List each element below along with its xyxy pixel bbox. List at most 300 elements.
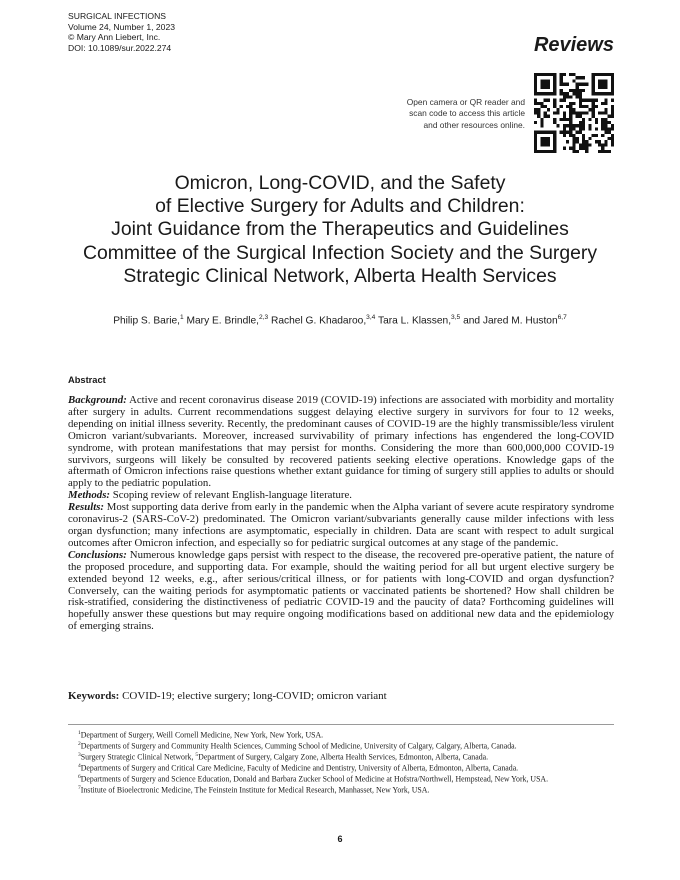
qr-module xyxy=(579,124,582,127)
qr-module xyxy=(572,92,575,95)
qr-module xyxy=(611,83,614,86)
qr-module xyxy=(534,89,537,92)
section-label: Reviews xyxy=(533,34,614,56)
qr-module xyxy=(553,105,556,108)
author-name: Tara L. Klassen, xyxy=(377,315,452,327)
qr-module xyxy=(569,111,572,114)
qr-module xyxy=(611,79,614,82)
qr-module xyxy=(611,127,614,130)
qr-module xyxy=(604,73,607,76)
journal-name: SURGICAL INFECTIONS xyxy=(68,11,167,21)
qr-module xyxy=(547,143,550,146)
affiliation-text: Departments of Surgery and Science Education, Donald and Barbara Zucker School of Medicine at Hofstra/Northwell, Hempstead, New York, USA. xyxy=(80,774,549,784)
qr-module xyxy=(563,147,566,150)
qr-module xyxy=(582,143,585,146)
qr-module xyxy=(604,124,607,127)
qr-module xyxy=(534,83,537,86)
qr-module xyxy=(534,147,537,150)
qr-module xyxy=(556,124,559,127)
qr-module xyxy=(598,92,601,95)
qr-module xyxy=(544,115,547,118)
qr-module xyxy=(560,79,563,82)
qr-module xyxy=(547,79,550,82)
qr-module xyxy=(601,79,604,82)
qr-module xyxy=(592,105,595,108)
section-label: Methods: xyxy=(68,489,110,502)
qr-module xyxy=(550,150,553,153)
qr-module xyxy=(537,111,540,114)
qr-module xyxy=(563,92,566,95)
abstract-body xyxy=(68,395,614,633)
qr-module xyxy=(534,76,537,79)
qr-module xyxy=(534,108,537,111)
qr-module xyxy=(608,131,611,134)
qr-module xyxy=(563,83,566,86)
qr-module xyxy=(540,121,543,124)
affiliation-item xyxy=(68,762,614,773)
qr-module xyxy=(592,99,595,102)
qr-module xyxy=(556,108,559,111)
qr-module xyxy=(537,92,540,95)
qr-module xyxy=(579,95,582,98)
qr-module xyxy=(611,86,614,89)
qr-module xyxy=(604,92,607,95)
qr-module xyxy=(579,127,582,130)
author-affiliation-marker: 3,5 xyxy=(451,314,461,321)
qr-module xyxy=(582,147,585,150)
abstract-conclusions xyxy=(68,550,614,633)
qr-module xyxy=(540,102,543,105)
qr-module xyxy=(604,111,607,114)
qr-module xyxy=(592,86,595,89)
qr-module xyxy=(588,118,591,121)
qr-module xyxy=(604,86,607,89)
qr-module xyxy=(534,121,537,124)
qr-module xyxy=(582,124,585,127)
qr-module xyxy=(553,99,556,102)
affiliation-number: 6 xyxy=(78,773,81,780)
author-name: Philip S. Barie, xyxy=(113,315,181,327)
qr-module xyxy=(544,143,547,146)
qr-note-line: Open camera or QR reader and xyxy=(406,97,525,107)
qr-module xyxy=(556,111,559,114)
qr-module xyxy=(601,143,604,146)
qr-module xyxy=(604,118,607,121)
qr-module xyxy=(579,92,582,95)
qr-module xyxy=(611,76,614,79)
section-text: Most supporting data derive from early in the pandemic when the Alpha variant of severe acute respiratory syndrome coronavirus-2 (SARS-CoV-2) predominated. The Omicron variant/subvariants generally cause milder infections with less organ dysfunction; many infections are asymptomatic, especially in children. Data are scant with respect to adult surgical outcomes after Omicron infection, and especially so for pediatric surgical outcomes at any stage of the pandemic. xyxy=(68,501,614,549)
qr-module xyxy=(579,131,582,134)
qr-module xyxy=(582,137,585,140)
section-text: Scoping review of relevant English-language literature. xyxy=(112,489,352,502)
qr-module xyxy=(585,105,588,108)
qr-module xyxy=(588,108,591,111)
qr-module xyxy=(601,102,604,105)
qr-code-icon[interactable] xyxy=(534,73,614,153)
qr-module xyxy=(544,137,547,140)
qr-module xyxy=(553,140,556,143)
qr-module xyxy=(547,137,550,140)
qr-module xyxy=(534,134,537,137)
affiliations xyxy=(68,729,614,794)
qr-module xyxy=(572,140,575,143)
qr-module xyxy=(579,99,582,102)
qr-module xyxy=(592,115,595,118)
affiliation-number: 5 xyxy=(195,751,199,758)
qr-module xyxy=(569,102,572,105)
qr-module xyxy=(553,73,556,76)
qr-module xyxy=(576,95,579,98)
qr-module xyxy=(553,143,556,146)
qr-module xyxy=(592,76,595,79)
qr-module xyxy=(544,99,547,102)
qr-module xyxy=(553,89,556,92)
qr-module xyxy=(534,150,537,153)
qr-module xyxy=(553,79,556,82)
author-affiliation-marker: 1 xyxy=(180,314,184,321)
qr-module xyxy=(579,111,582,114)
qr-module xyxy=(595,73,598,76)
qr-module xyxy=(540,140,543,143)
qr-module xyxy=(601,73,604,76)
page-number: 6 xyxy=(337,834,343,844)
qr-note-line: and other resources online. xyxy=(423,119,525,130)
qr-module xyxy=(588,99,591,102)
qr-module xyxy=(547,131,550,134)
qr-module xyxy=(595,105,598,108)
qr-module xyxy=(611,89,614,92)
qr-module xyxy=(572,102,575,105)
qr-module xyxy=(560,89,563,92)
affiliation-item xyxy=(68,740,614,751)
qr-module xyxy=(572,127,575,130)
qr-module xyxy=(566,95,569,98)
qr-module xyxy=(579,102,582,105)
qr-module xyxy=(544,105,547,108)
qr-module xyxy=(563,99,566,102)
qr-module xyxy=(560,105,563,108)
qr-module xyxy=(585,143,588,146)
qr-module xyxy=(563,95,566,98)
qr-module xyxy=(566,118,569,121)
affiliation-number: 4 xyxy=(78,762,81,769)
qr-module xyxy=(547,140,550,143)
qr-module xyxy=(592,111,595,114)
qr-module xyxy=(608,73,611,76)
qr-module xyxy=(534,111,537,114)
qr-module xyxy=(585,111,588,114)
qr-module xyxy=(537,131,540,134)
qr-module xyxy=(604,127,607,130)
qr-module xyxy=(601,150,604,153)
qr-module xyxy=(547,86,550,89)
qr-module xyxy=(592,79,595,82)
affiliation-text: Department of Surgery, Calgary Zone, Alberta Health Services, Edmonton, Alberta, Canada. xyxy=(198,752,489,762)
qr-module xyxy=(540,79,543,82)
section-text: Numerous knowledge gaps persist with respect to the disease, the recovered pre-operative patient, the nature of the proposed procedure, and supporting data. For example, should the waiting period for all but urgent elective surgery be extended beyond 12 weeks, e.g., after serious/critical illness, or for patients with long-COVID and organ dysfunction? Conversely, can the waiting periods for asymptomatic patients or vaccinated patients be shortened? How shall children be risk-stratified, considering the distinctiveness of pediatric COVID-19 and the paucity of data? Forthcoming guidelines will hopefully answer these questions but may require ongoing modifications based on additional new data and the epidemiology of emerging strains. xyxy=(68,548,615,633)
qr-module xyxy=(550,131,553,134)
qr-module xyxy=(540,118,543,121)
qr-module xyxy=(582,118,585,121)
qr-module xyxy=(569,124,572,127)
qr-module xyxy=(572,89,575,92)
qr-module xyxy=(579,115,582,118)
qr-module xyxy=(547,150,550,153)
qr-module xyxy=(595,92,598,95)
qr-module xyxy=(611,105,614,108)
qr-module xyxy=(582,105,585,108)
title-line: Omicron, Long-COVID, and the Safety xyxy=(174,172,506,194)
qr-module xyxy=(537,108,540,111)
qr-module xyxy=(582,99,585,102)
qr-module xyxy=(576,140,579,143)
qr-module xyxy=(566,83,569,86)
qr-module xyxy=(598,111,601,114)
qr-module xyxy=(547,115,550,118)
qr-note-line: scan code to access this article xyxy=(409,108,525,119)
qr-module xyxy=(544,131,547,134)
qr-module xyxy=(540,92,543,95)
qr-module xyxy=(569,105,572,108)
qr-module xyxy=(579,143,582,146)
qr-module xyxy=(611,115,614,118)
qr-module xyxy=(553,137,556,140)
footnote-divider xyxy=(68,724,614,725)
qr-module xyxy=(598,140,601,143)
qr-module xyxy=(598,83,601,86)
qr-module xyxy=(611,108,614,111)
qr-module xyxy=(566,124,569,127)
qr-module xyxy=(576,76,579,79)
author-affiliation-marker: 3,4 xyxy=(366,314,376,321)
affiliation-item xyxy=(68,773,614,784)
affiliation-number: 7 xyxy=(78,784,81,791)
qr-module xyxy=(547,99,550,102)
qr-module xyxy=(547,73,550,76)
section-label: Conclusions: xyxy=(68,548,127,561)
qr-module xyxy=(540,124,543,127)
qr-module xyxy=(566,140,569,143)
keywords-text: COVID-19; elective surgery; long-COVID; omicron variant xyxy=(122,690,387,702)
qr-module xyxy=(592,92,595,95)
qr-module xyxy=(582,89,585,92)
qr-module xyxy=(563,115,566,118)
qr-module xyxy=(569,134,572,137)
affiliation-text: Department of Surgery, Weill Cornell Medicine, New York, New York, USA. xyxy=(80,730,324,740)
qr-module xyxy=(611,99,614,102)
qr-module xyxy=(553,131,556,134)
qr-module xyxy=(611,73,614,76)
qr-module xyxy=(572,143,575,146)
qr-module xyxy=(601,86,604,89)
qr-module xyxy=(560,73,563,76)
qr-module xyxy=(585,140,588,143)
qr-module xyxy=(604,99,607,102)
qr-module xyxy=(595,127,598,130)
qr-module xyxy=(576,92,579,95)
qr-module xyxy=(540,73,543,76)
qr-module xyxy=(553,147,556,150)
article-title xyxy=(40,172,640,288)
qr-module xyxy=(540,86,543,89)
qr-module xyxy=(544,111,547,114)
qr-module xyxy=(579,121,582,124)
qr-module xyxy=(608,137,611,140)
qr-module xyxy=(585,150,588,153)
qr-module xyxy=(601,124,604,127)
qr-module xyxy=(537,102,540,105)
qr-module xyxy=(572,134,575,137)
qr-module xyxy=(592,73,595,76)
qr-module xyxy=(560,131,563,134)
qr-module xyxy=(604,140,607,143)
qr-module xyxy=(601,127,604,130)
affiliation-text: Surgery Strategic Clinical Network, xyxy=(80,752,196,762)
qr-module xyxy=(569,127,572,130)
qr-module xyxy=(563,131,566,134)
qr-module xyxy=(608,115,611,118)
qr-module xyxy=(540,143,543,146)
abstract-background xyxy=(68,395,614,490)
section-label: Background: xyxy=(68,394,127,406)
qr-module xyxy=(547,83,550,86)
qr-module xyxy=(582,76,585,79)
qr-module xyxy=(608,121,611,124)
qr-module xyxy=(601,118,604,121)
qr-module xyxy=(553,76,556,79)
qr-module xyxy=(566,105,569,108)
qr-module xyxy=(588,127,591,130)
qr-module xyxy=(576,137,579,140)
qr-module xyxy=(585,147,588,150)
qr-module xyxy=(553,121,556,124)
qr-module xyxy=(540,150,543,153)
qr-module xyxy=(534,102,537,105)
qr-module xyxy=(569,89,572,92)
qr-module xyxy=(576,131,579,134)
qr-module xyxy=(569,108,572,111)
qr-module xyxy=(585,99,588,102)
qr-module xyxy=(544,73,547,76)
qr-module xyxy=(611,124,614,127)
qr-module xyxy=(608,150,611,153)
qr-module xyxy=(579,83,582,86)
qr-module xyxy=(560,83,563,86)
qr-module xyxy=(604,102,607,105)
qr-module xyxy=(611,143,614,146)
qr-module xyxy=(544,150,547,153)
qr-module xyxy=(537,150,540,153)
qr-module xyxy=(579,105,582,108)
journal-volume: Volume 24, Number 1, 2023 xyxy=(68,21,176,32)
qr-module xyxy=(576,115,579,118)
qr-module xyxy=(553,150,556,153)
qr-module xyxy=(601,92,604,95)
qr-module xyxy=(534,73,537,76)
qr-module xyxy=(563,73,566,76)
qr-module xyxy=(560,99,563,102)
affiliation-text: Institute of Bioelectronic Medicine, The Feinstein Institute for Medical Research, Manhasset, New York, USA. xyxy=(80,785,430,795)
keywords-label: Keywords: xyxy=(68,690,120,702)
qr-module xyxy=(569,121,572,124)
qr-module xyxy=(553,134,556,137)
qr-module xyxy=(611,92,614,95)
qr-module xyxy=(569,95,572,98)
qr-module xyxy=(576,124,579,127)
qr-module xyxy=(569,115,572,118)
title-line: of Elective Surgery for Adults and Children: xyxy=(155,195,525,218)
qr-module xyxy=(572,147,575,150)
qr-module xyxy=(544,140,547,143)
section-label: Results: xyxy=(68,501,104,514)
qr-module xyxy=(547,108,550,111)
qr-module xyxy=(582,127,585,130)
qr-module xyxy=(608,92,611,95)
qr-module xyxy=(604,121,607,124)
qr-module xyxy=(582,134,585,137)
qr-note xyxy=(375,97,525,131)
qr-module xyxy=(550,73,553,76)
affiliation-item xyxy=(68,784,614,795)
section-text: Active and recent coronavirus disease 2019 (COVID-19) infections are associated with morbidity and mortality after surgery in adults. Current recommendations suggest delaying elective surgery in survivors for four to 12 weeks, depending on initial illness severity. Recently, the predominant causes of COVID-19 are the highly transmissible/less virulent Omicron variant/subvariants. Moreover, increased survivability of primary infections has engendered the long-COVID syndrome, with protean manifestations that may persist for months. Considering the more than 600,000,000 COVID-19 survivors, surgeons will likely be consulted by recovered patients seeking elective operations. Knowledge gaps of the aftermath of Omicron infections raise questions whether extant guidance for timing of surgery still applies to adults or should apply to the pediatric population. xyxy=(68,394,614,490)
qr-module xyxy=(579,147,582,150)
qr-module xyxy=(569,147,572,150)
qr-module xyxy=(550,92,553,95)
title-line: Strategic Clinical Network, Alberta Health Services xyxy=(123,264,557,287)
qr-module xyxy=(588,143,591,146)
qr-module xyxy=(540,137,543,140)
qr-module xyxy=(534,92,537,95)
keywords xyxy=(68,690,387,702)
qr-module xyxy=(601,83,604,86)
qr-module xyxy=(572,150,575,153)
affiliation-number: 3 xyxy=(78,751,81,758)
qr-module xyxy=(540,83,543,86)
qr-module xyxy=(608,127,611,130)
qr-module xyxy=(604,131,607,134)
qr-module xyxy=(595,134,598,137)
qr-module xyxy=(563,124,566,127)
affiliation-text: Departments of Surgery and Critical Care Medicine, Faculty of Medicine and Dentistry, University of Alberta, Edmonton, Alberta, Canada. xyxy=(80,763,519,773)
qr-module xyxy=(604,150,607,153)
affiliation-text: Departments of Surgery and Community Health Sciences, Cumming School of Medicine, University of Calgary, Calgary, Alberta, Canada. xyxy=(80,741,517,751)
journal-copyright: © Mary Ann Liebert, Inc. xyxy=(68,32,161,43)
qr-module xyxy=(537,73,540,76)
affiliation-number: 1 xyxy=(78,730,81,736)
qr-module xyxy=(601,134,604,137)
qr-module xyxy=(534,137,537,140)
qr-module xyxy=(604,108,607,111)
qr-module xyxy=(553,111,556,114)
qr-module xyxy=(572,79,575,82)
qr-module xyxy=(588,124,591,127)
qr-module xyxy=(604,83,607,86)
qr-module xyxy=(534,140,537,143)
author-name: Rachel G. Khadaroo, xyxy=(271,315,367,327)
qr-module xyxy=(566,131,569,134)
qr-module xyxy=(544,92,547,95)
journal-doi: DOI: 10.1089/sur.2022.274 xyxy=(68,42,172,53)
qr-module xyxy=(534,79,537,82)
qr-module xyxy=(604,143,607,146)
title-line: Joint Guidance from the Therapeutics and Guidelines xyxy=(111,218,569,241)
qr-module xyxy=(611,137,614,140)
qr-module xyxy=(595,121,598,124)
qr-module xyxy=(576,86,579,89)
journal-info xyxy=(68,11,175,53)
qr-module xyxy=(544,86,547,89)
qr-module xyxy=(582,140,585,143)
